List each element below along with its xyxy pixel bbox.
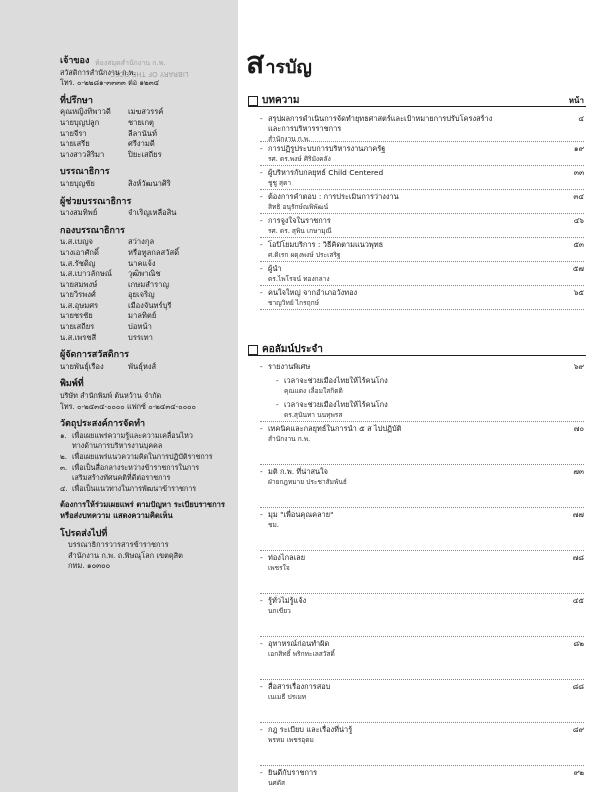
person-surname: เมืองจันทร์บุรี [128,300,172,310]
person-surname: สว่างกุล [128,237,155,247]
article-entry[interactable] [260,114,584,144]
article-page: ๔๖ [573,216,584,225]
person-name: นายชรชัย [60,311,93,321]
article-author: ชูชู สุดา [268,179,292,187]
column-page: ๖๙ [573,362,584,371]
column-author: พรหม เพชรอุดม [268,736,314,744]
article-title: การจูงใจในราชการ [268,216,331,225]
article-author: ดร.ไพโรจน์ ทองกลาง [268,275,330,283]
person-name: นายสมพงษ์ [60,279,98,289]
dash-bullet: - [260,216,263,225]
column-entry[interactable] [260,362,584,372]
owner-phone: โทร. ๐-๒๒๘๑-๓๓๓๓ ต่อ ๑๒๓๔ [60,78,160,88]
section-columns-label: คอลัมน์ประจำ [262,344,323,355]
person-row [60,107,232,118]
person-name: นายบุญชัย [60,178,95,188]
printer-name: บริษัท สำนักพิมพ์ ต้นหว้าน จำกัด [60,391,162,401]
dash-bullet: - [276,376,279,385]
board-heading: กองบรรณาธิการ [60,225,125,236]
dash-bullet: - [260,264,263,273]
person-surname: เกษมสำราญ [128,279,169,289]
person-name: น.ส.รัชดิญ [60,258,96,268]
person-name: น.ส.เบาวลักษณ์ [60,269,112,279]
column-entry[interactable] [260,682,584,702]
page-column-heading: หน้า [568,96,584,105]
masthead-column [0,0,238,792]
column-page: ๘๙ [572,725,584,734]
article-page: ๓๔ [573,192,584,201]
objectives-list [60,431,232,495]
article-entry[interactable] [260,168,584,188]
objective-text: เพื่อเผยแพร่แนวความคิดในการปฏิบัติราชการ [72,452,213,461]
dash-bullet: - [260,467,263,476]
column-page: ๗๓ [573,467,584,476]
column-entry[interactable] [260,553,584,573]
article-author: รศ. ดร.พงษ์ ศิริมังคลัง [268,155,331,163]
person-surname: ชายเกตุ [128,117,154,127]
dash-bullet: - [260,510,263,519]
column-sub-entry[interactable] [276,376,584,396]
column-entry[interactable] [260,424,584,444]
entry-separator [260,550,584,551]
manager-heading: ผู้จัดการสวัสดิการ [60,350,129,361]
column-sub-author: คุณแดง เลื่อมใสกิตติ [284,387,343,395]
person-row [60,248,232,259]
dash-bullet: - [260,288,263,297]
column-author: ชม. [268,521,279,529]
address-line: สำนักงาน ก.พ. ถ.พิษณุโลก เขตดุสิต [68,550,183,560]
send-heading: โปรดส่งไปที่ [60,528,108,539]
article-author: รศ. ดร. สุพิน เกษามุณี [268,227,332,235]
table-of-contents [238,0,612,792]
column-title: มติ ก.พ. ที่น่าสนใจ [268,467,328,476]
column-page: ๔๕ [572,596,584,605]
dash-bullet: - [260,682,263,691]
article-page: ๓๓ [573,168,584,177]
column-title: รู้ทั่วไม่รู้แจ้ง [268,596,307,605]
column-sub-author: ดร.สุนันทา นนทุพรส [284,411,343,419]
objective-text: เพื่อเป็นแนวทางในการพัฒนาข้าราชการ [72,483,197,493]
column-title: รายงานพิเศษ [268,362,311,371]
article-title: ผู้นำ [268,264,282,273]
article-page: ๕๓ [573,240,584,249]
editor-heading: บรรณาธิการ [60,167,110,178]
objective-item [60,452,232,463]
person-surname: บ่อหน้า [128,322,152,332]
asst-editors-list [60,208,232,219]
objective-number [60,473,72,484]
entry-separator [260,309,584,310]
article-title: สรุปผลการดำเนินการจัดทำยุทธศาสตร์และเป้าหมายการปรับโครงสร้าง [268,114,493,123]
column-author: ฝ่ายกฎหมาย ประชาสัมพันธ์ [268,478,347,486]
person-surname: หรือทูลกลสวัสดิ์ [128,247,180,257]
column-entry[interactable] [260,596,584,616]
column-title: ยินดีกับราชการ [268,768,318,777]
entry-separator [260,464,584,465]
person-name: นางเอาศักดิ์ [60,247,99,257]
article-page: ๖๕ [573,288,584,297]
column-author: เนเมธี ปรเมท [268,693,307,701]
person-surname: บรรเทา [128,332,153,342]
asst-editor-heading: ผู้ช่วยบรรณาธิการ [60,196,132,207]
dash-bullet: - [260,144,263,153]
dash-bullet: - [260,240,263,249]
objective-text: เพื่อเผยแพร่ความรู้และความเคลื่อนไหว [72,430,193,440]
person-surname: เมฆสวรรค์ [128,107,164,117]
owner-heading: เจ้าของ [60,56,90,66]
article-author: ศ.ดิเรก ผดุงพงษ์ ประเสริฐ [268,251,341,259]
person-row [60,118,232,129]
column-entry[interactable] [260,725,584,745]
person-name: นางสมทิพย์ [60,208,98,218]
article-page: ๔ [578,114,584,123]
entry-separator [260,765,584,766]
article-author: สิทธิ อนุรักษ์ณพิพัฒน์ [268,203,329,211]
person-row [60,333,232,344]
checkbox-square-icon [248,345,258,355]
person-surname: ศรีงามดี [128,139,155,149]
objective-text: เสริมสร้างทัศนคติที่ดีต่อราชการ [72,473,171,483]
person-name: น.ส.เพรชสี [60,332,97,342]
person-row [60,208,232,219]
column-entry[interactable] [260,768,584,788]
person-row [60,269,232,280]
column-sub-title: เวลาจะช่วยเมืองไทยให้ไร้คนโกง [284,400,388,409]
objectives-heading: วัตถุประสงค์การจัดทำ [60,419,146,430]
column-page: ๗๐ [573,424,584,433]
person-surname: ลีลานันท์ [128,128,157,138]
entry-separator [260,237,584,238]
owner-name: สวัสดิการสำนักงาน ก.พ. [60,67,136,77]
column-author: นศดัส [268,779,285,787]
send-address [60,540,232,572]
objective-item [60,473,232,484]
objective-item [60,431,232,442]
objective-number: ๓. [60,462,68,472]
column-page: ๗๘ [572,553,584,562]
person-surname: มาลทิตย์ [128,311,157,321]
person-row [60,179,232,190]
objective-text: ทางด้านการบริหารงานบุคคล [72,441,163,451]
objective-number: ๔. [60,483,68,493]
column-title: กฎ ระเบียบ และเรื่องที่น่ารู้ [268,725,353,734]
person-surname: อุยเจริญ [128,290,155,300]
section-columns-rule [248,355,586,356]
person-row [60,301,232,312]
person-row [60,139,232,150]
section-articles-label: บทความ [262,95,300,106]
entry-separator [260,189,584,190]
dash-bullet: - [260,768,263,777]
printer-phone: โทร. ๐-๒๔๓๔-๐๐๐๐ แฟกซ์ ๐-๒๔๓๔-๐๐๐๐ [60,401,196,411]
person-row [60,150,232,161]
column-sub-title: เวลาจะช่วยเมืองไทยให้ไร้คนโกง [284,376,388,385]
column-page: ๙๒ [573,768,584,777]
column-title: อุทาหรณ์ก่อนทำผิด [268,639,330,648]
entry-separator [260,213,584,214]
dash-bullet: - [260,362,263,371]
objective-text: เพื่อเป็นสื่อกลางระหว่างข้าราชการในการ [72,462,200,472]
column-title: ท่องไกลเลย [268,553,306,562]
library-stamp-reversed: LIBRARY OF THE OCSC [110,70,189,78]
person-surname: นาคแจ้ง [128,258,156,268]
objective-item [60,441,232,452]
person-row [60,311,232,322]
objective-number [60,441,72,452]
entry-separator [260,636,584,637]
column-title: สื่อสารเรื่องการสอบ [268,682,331,691]
article-entry[interactable] [260,288,584,308]
column-author: นกเขียว [268,607,291,615]
article-entry[interactable] [260,264,584,284]
dash-bullet: - [260,639,263,648]
person-name: นางสาวสิริมา [60,149,105,159]
toc-title [246,40,312,87]
person-row [60,362,232,373]
column-page: ๘๒ [573,639,584,648]
column-entry[interactable] [260,639,584,659]
objective-number: ๑. [60,430,67,440]
dash-bullet: - [260,192,263,201]
person-name: นายบุญปลูก [60,117,100,127]
advisors-heading: ที่ปรึกษา [60,95,93,106]
person-surname: พันธุ์หงส์ [128,361,157,371]
printer-heading: พิมพ์ที่ [60,379,84,390]
entry-separator [260,507,584,508]
toc-title-initial: ส [246,46,266,81]
dash-bullet: - [276,400,279,409]
address-line: กทม. ๑๐๓๐๐ [68,561,111,571]
person-row [60,259,232,270]
article-title: ผู้บริหารกับกลยุทธ์ Child Centered [268,168,384,177]
article-title-cont: และการบริหารราชการ [268,124,342,133]
entry-separator [260,722,584,723]
person-row [60,290,232,301]
column-author: เพชรใจ [268,564,290,572]
column-page: ๗๗ [572,510,584,519]
person-name: คุณหญิงทิพาวดี [60,107,111,117]
article-entry[interactable] [260,240,584,260]
board-list [60,237,232,343]
managers-list [60,362,232,373]
person-row [60,280,232,291]
person-row [60,237,232,248]
column-page: ๘๘ [572,682,584,691]
person-name: นายวิรพงศ์ [60,290,96,300]
entry-separator [260,421,584,422]
column-author: เอกสิทธิ์ พริกทะเลสวัสดิ์ [268,650,335,658]
person-name: น.ส.อุษมศร [60,300,99,310]
checkbox-square-icon [248,96,258,106]
entry-separator [260,679,584,680]
article-author: ชาญวิทย์ ไกรฤกษ์ [268,299,319,307]
person-surname: จำเริญเหลือสิน [128,208,177,218]
dash-bullet: - [260,114,263,123]
article-title: คนใจใหญ่ จากอำเภอวังทอง [268,288,358,297]
dash-bullet: - [260,553,263,562]
person-surname: สิงห์วัฒนาศิริ [128,178,171,188]
dash-bullet: - [260,596,263,605]
toc-title-rest: ารบัญ [265,57,312,78]
article-entry[interactable] [260,144,584,164]
advisors-list [60,107,232,160]
article-title: ต้องการคำตอบ : การประเมินการว่างงาน [268,192,399,201]
person-name: นายจีรา [60,128,87,138]
contribute-note: ต้องการให้ร่วมเผยแพร่ ตามปัญหา ระเบียบราชการหรือส่งบทความ แสดงความคิดเห็น [60,500,226,520]
library-stamp: ห้องสมุดสำนักงาน ก.พ. [95,59,166,67]
entry-separator [260,141,584,142]
column-author: สำนักงาน ก.พ. [268,435,311,443]
article-page: ๕๗ [572,264,584,273]
column-entry[interactable] [260,467,584,487]
column-title: เทคนิคและกลยุทธ์ในการนำ ๕ ส ไปปฏิบัติ [268,424,402,433]
article-entry[interactable] [260,192,584,212]
objective-item [60,484,232,495]
entry-separator [260,285,584,286]
objective-number: ๒. [60,452,68,461]
person-row [60,129,232,140]
person-name: นายพันธุ์เรือง [60,361,104,371]
address-line: บรรณาธิการวารสารข้าราชการ [68,540,169,550]
column-sub-entry[interactable] [276,400,584,420]
person-name: นายเสถียร [60,322,95,332]
dash-bullet: - [260,168,263,177]
person-surname: วุฒิพาณิช [128,269,161,279]
article-entry[interactable] [260,216,584,236]
entry-separator [260,261,584,262]
person-row [60,322,232,333]
objective-item [60,463,232,474]
dash-bullet: - [260,424,263,433]
column-entry[interactable] [260,510,584,530]
editors-list [60,179,232,190]
article-title: โอปิโยมบริการ : วิธีคิดตามแนวพุทธ [268,240,384,249]
dash-bullet: - [260,725,263,734]
person-name: น.ส.เบญจ [60,237,93,247]
article-title: การปฏิรูประบบการบริหารงานภาครัฐ [268,144,386,153]
article-author: สำนักงาน ก.พ. [268,135,311,143]
entry-separator [260,165,584,166]
person-surname: ปิยะเสถียร [128,149,162,159]
column-title: มุม "เพื่อนคุณคลาย" [268,510,334,519]
section-articles-rule [248,106,586,107]
entry-separator [260,593,584,594]
article-page: ๑๙ [573,144,584,153]
person-name: นายเสรีย [60,139,90,149]
